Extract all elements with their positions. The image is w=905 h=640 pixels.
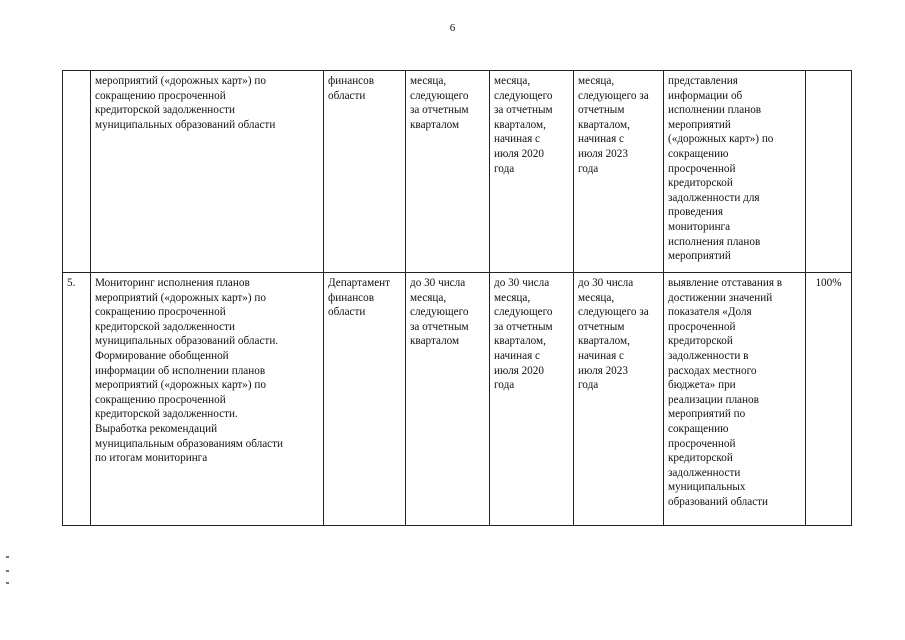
action-cell: Мониторинг исполнения планов мероприятий («дорожных карт») по сокращению просроченной кредиторской задолженности муниципальных образований области. Формирование обобщенной информации об исполнении планов мероприятий («дорожных карт») по сокращению просроченной кредиторской задолженности. Выработка рекомендаций муниципальным образованиям области по итогам мониторинга: [91, 273, 324, 526]
value-cell: 100%: [806, 273, 852, 526]
action-cell: мероприятий («дорожных карт») по сокращению просроченной кредиторской задолженности муниципальных образований области: [91, 71, 324, 273]
result-cell: представления информации об исполнении планов мероприятий («дорожных карт») по сокращению просроченной кредиторской задолженности для проведения мониторинга исполнения планов мероприятий: [664, 71, 806, 273]
page-number: 6: [449, 22, 456, 34]
table-row: [63, 273, 852, 526]
scan-mark: [6, 556, 9, 558]
term-cell-2: месяца, следующего за отчетным кварталом, начиная с июля 2020 года: [490, 71, 574, 273]
scan-mark: [6, 570, 9, 572]
result-cell: выявление отставания в достижении значений показателя «Доля просроченной кредиторской задолженности в расходах местного бюджета» при реализации планов мероприятий по сокращению просроченной кредиторской задолженности муниципальных образований области: [664, 273, 806, 526]
term-cell-3: месяца, следующего за отчетным кварталом, начиная с июля 2023 года: [574, 71, 664, 273]
scan-mark: [6, 582, 9, 584]
term-cell-3: до 30 числа месяца, следующего за отчетным кварталом, начиная с июля 2023 года: [574, 273, 664, 526]
executor-cell: финансов области: [324, 71, 406, 273]
executor-cell: Департамент финансов области: [324, 273, 406, 526]
plan-table: [62, 70, 852, 526]
term-cell-1: месяца, следующего за отчетным кварталом: [406, 71, 490, 273]
row-number: [63, 71, 91, 273]
table-row: [63, 71, 852, 273]
term-cell-2: до 30 числа месяца, следующего за отчетным кварталом, начиная с июля 2020 года: [490, 273, 574, 526]
term-cell-1: до 30 числа месяца, следующего за отчетным кварталом: [406, 273, 490, 526]
value-cell: [806, 71, 852, 273]
row-number: 5.: [63, 273, 91, 526]
